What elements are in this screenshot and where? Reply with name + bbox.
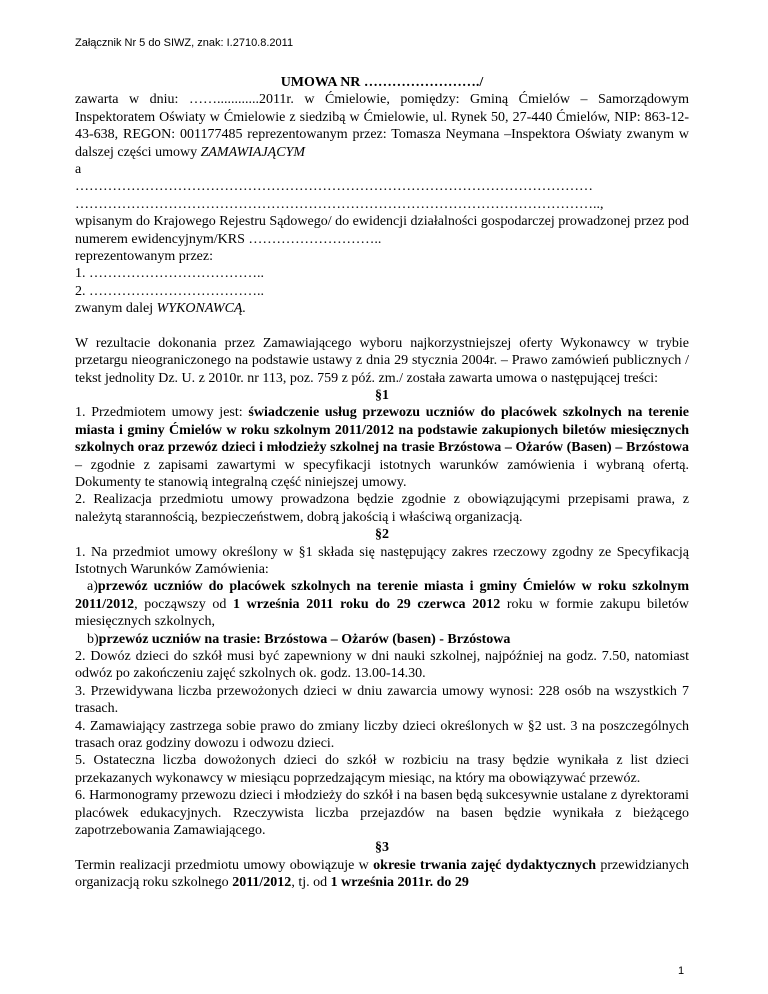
dotted-line: ………………………………………………………………………………………………… [75,179,593,195]
section-2-point-1: 1. Na przedmiot umowy określony w §1 składa się następujący zakres rzeczowy zgodny ze Specyfikacją Istotnych Warunków Zamówienia: [75,544,689,577]
registry-paragraph: wpisanym do Krajowego Rejestru Sądowego/ do ewidencji działalności gospodarczej prowadzonej przez pod numerem ewidencyjnym/KRS ……………………….. [75,214,689,247]
section-3-heading: §3 [375,840,389,856]
zamawiajacy-term: ZAMAWIAJĄCYM [200,144,306,160]
page-header: Załącznik Nr 5 do SIWZ, znak: I.2710.8.2011 [75,37,294,49]
section-2-item-a: a)przewóz uczniów do placówek szkolnych na terenie miasta i gminy Ćmielów w roku szkolnym 2011/2012, począwszy od 1 września 2011 roku do 29 czerwca 2012 roku w formie zakupu biletów miesięcznych szkolnych, [75,579,690,630]
wykonawca-term: WYKONAWCĄ. [156,301,246,317]
section-1-point-2: 2. Realizacja przedmiotu umowy prowadzona będzie zgodnie z obowiązującymi przepisami prawa, z należytą starannością, bezpieczeństwem, dobrą jakością i właściwą organizacją. [75,492,689,525]
section-2-point-5: 5. Ostateczna liczba dowożonych dzieci do szkół w rozbiciu na trasy będzie wynikała z list dzieci przekazanych wykonawcy w miesiącu poprzedzającym miesiąc, na który ma obowiązywać przewóz. [75,753,689,786]
contractor-line: zwanym dalej WYKONAWCĄ. [75,301,246,317]
section-2-point-4: 4. Zamawiający zastrzega sobie prawo do zmiany liczby dzieci określonych w §2 ust. 3 na poszczególnych trasach oraz godziny dowozu i odwozu dzieci. [75,718,689,752]
intro-paragraph: zawarta w dniu: ……............2011r. w Ćmielowie, pomiędzy: Gminą Ćmielów – Samorządowym Inspektoratem Oświaty w Ćmielowie z siedzibą w Ćmielowie, ul. Rynek 50, 27-440 Ćmielów, NIP: 863-12-43-638, REGON: 001177485 reprezentowanym przez: Tomasza Neymana –Inspektora Oświaty zwanym w dalszej części umowy ZAMAWIAJĄCYM [75,92,689,160]
preamble: W rezultacie dokonania przez Zamawiającego wyboru najkorzystniejszej oferty Wykonawcy w trybie przetargu nieograniczonego na podstawie ustawy z dnia 29 stycznia 2004r. – Prawo zamówień publicznych / tekst jednolity Dz. U. z 2010r. nr 113, poz. 759 z póź. zm./ została zawarta umowa o następującej treści: [75,335,689,386]
section-1-heading: §1 [375,387,389,403]
representative-2: 2. ……………………………….. [75,283,264,299]
representative-1: 1. ……………………………….. [75,266,264,282]
contract-title: UMOWA NR ……………………./ [280,75,484,90]
section-1-point-1: 1. Przedmiotem umowy jest: świadczenie usług przewozu uczniów do placówek szkolnych na terenie miasta i gminy Ćmielów w roku szkolnym 2011/2012 na podstawie zakupionych biletów miesięcznych szkolnych oraz przewóz dzieci i młodzieży szkolnej na trasie Brzóstowa – Ożarów (Basen) – Brzóstowa – zgodnie z zapisami zawartymi w specyfikacji istotnych warunków zamówienia i wybraną ofertą. Dokumenty te stanowią integralną część niniejszej umowy. [75,405,690,490]
represented-by: reprezentowanym przez: [75,249,213,265]
section-2-point-3: 3. Przewidywana liczba przewożonych dzieci w dniu zawarcia umowy wynosi: 228 osób na wszystkich 7 trasach. [75,683,689,717]
dotted-line: ………………………………………………………………………………………………….., [75,196,604,212]
section-2-point-2: 2. Dowóz dzieci do szkół musi być zapewniony w dni nauki szkolnej, najpóźniej na godz. 7.50, natomiast odwóz po zakończeniu zajęć szkolnych ok. godz. 13.00-14.30. [75,649,689,682]
page-number: 1 [678,965,685,977]
document-body [75,74,689,892]
section-3-paragraph: Termin realizacji przedmiotu umowy obowiązuje w okresie trwania zajęć dydaktycznych przewidzianych organizacją roku szkolnego 2011/2012, tj. od 1 września 2011r. do 29 [75,857,690,891]
section-2-heading: §2 [375,527,389,543]
section-2-point-6: 6. Harmonogramy przewozu dzieci i młodzieży do szkół i na basen będą sukcesywnie ustalane z dyrektorami placówek edukacyjnych. Rzeczywista liczba przejazdów na basen będzie wynikała z bieżącego zapotrzebowania Zamawiającego. [75,788,689,839]
conjunction-a: a [75,162,82,178]
section-2-item-b: b)przewóz uczniów na trasie: Brzóstowa – Ożarów (basen) - Brzóstowa [87,631,511,647]
